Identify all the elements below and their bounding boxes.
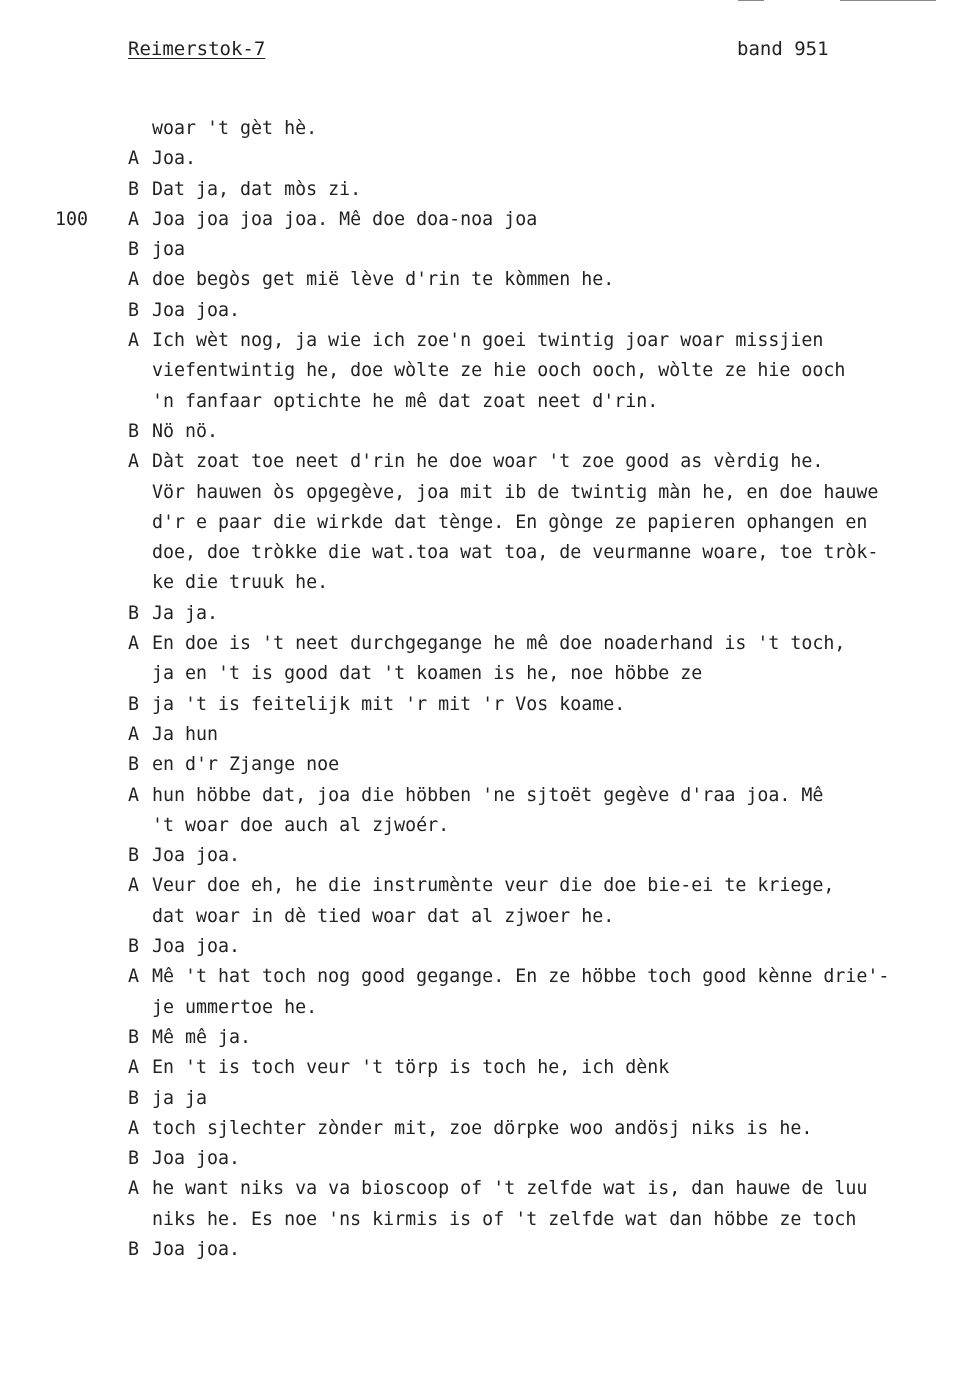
utterance-text: Ja ja. [152,602,219,624]
transcript-line [0,1053,973,1083]
utterance-text: Nö nö. [152,420,219,442]
utterance-text: doe, doe tròkke die wat.toa wat toa, de veurmanne woare, toe tròk- [152,542,879,564]
utterance-text: Mê mê ja. [152,1026,252,1048]
utterance-text: ja ja [152,1087,208,1109]
speaker-label: B [128,1148,140,1170]
utterance-text: Dàt zoat toe neet d'rin he doe woar 't zoe good as vèrdig he. [152,451,824,473]
speaker-label: A [128,1178,140,1200]
speaker-label: A [128,966,140,988]
speaker-label: A [128,784,140,806]
speaker-label: B [128,693,140,715]
utterance-text: dat woar in dè tied woar dat al zjwoer he. [152,905,615,927]
transcript-line [0,356,973,386]
utterance-text: ja 't is feitelijk mit 'r mit 'r Vos koame. [152,693,626,715]
utterance-text: ja en 't is good dat 't koamen is he, noe höbbe ze [152,663,703,685]
transcript-line [0,1023,973,1053]
transcript-line [0,811,973,841]
top-rule-right [840,0,936,1]
utterance-text: Joa. [152,148,197,170]
speaker-label: B [128,1087,140,1109]
utterance-text: niks he. Es noe 'ns kirmis is of 't zelfde wat dan höbbe ze toch [152,1208,857,1230]
utterance-text: he want niks va va bioscoop of 't zelfde wat is, dan hauwe de luu [152,1178,868,1200]
transcript-line [0,962,973,992]
utterance-text: Joa joa joa joa. Mê doe doa-noa joa [152,208,538,230]
transcript-line [0,781,973,811]
utterance-text: en d'r Zjange noe [152,754,340,776]
utterance-text: Veur doe eh, he die instrumènte veur die doe bie-ei te kriege, [152,875,835,897]
transcript-line [0,175,973,205]
transcript-line [0,690,973,720]
transcript-line [0,1144,973,1174]
transcript-line [0,417,973,447]
speaker-label: B [128,420,140,442]
transcript-line [0,871,973,901]
transcript-line [0,478,973,508]
utterance-text: Ich wèt nog, ja wie ich zoe'n goei twintig joar woar missjien [152,330,824,352]
transcript-line [0,508,973,538]
utterance-text: joa [152,239,186,261]
top-rule-left [738,0,764,1]
speaker-label: A [128,1057,140,1079]
utterance-text: 'n fanfaar optichte he mê dat zoat neet d'rin. [152,390,659,412]
utterance-text: Joa joa. [152,1148,241,1170]
speaker-label: A [128,451,140,473]
speaker-label: A [128,208,140,230]
transcript-line [0,1174,973,1204]
transcript-line [0,296,973,326]
transcript-line [0,1084,973,1114]
utterance-text: woar 't gèt hè. [152,118,318,139]
transcript-line [0,326,973,356]
transcript-line [0,387,973,417]
band-number: band 951 [737,38,829,60]
transcript-line [0,720,973,750]
transcript-line [0,841,973,871]
transcript-line [0,235,973,265]
utterance-text: doe begòs get mië lève d'rin te kòmmen he. [152,269,615,291]
speaker-label: A [128,330,140,352]
utterance-text: Vör hauwen òs opgegève, joa mit ib de twintig màn he, en doe hauwe [152,481,879,503]
utterance-text: toch sjlechter zònder mit, zoe dörpke woo andösj niks is he. [152,1117,813,1139]
utterance-text: je ummertoe he. [152,996,318,1018]
speaker-label: A [128,875,140,897]
speaker-label: A [128,723,140,745]
speaker-label: A [128,269,140,291]
transcript-line [0,538,973,568]
line-number: 100 [55,208,89,230]
transcript [0,114,973,1265]
transcript-line [0,568,973,598]
transcript-line [0,1235,973,1265]
speaker-label: B [128,1026,140,1048]
speaker-label: B [128,602,140,624]
utterance-text: Joa joa. [152,936,241,958]
utterance-text: ke die truuk he. [152,572,329,594]
utterance-text: Joa joa. [152,1238,241,1260]
utterance-text: En 't is toch veur 't törp is toch he, ich dènk [152,1057,670,1079]
transcript-line [0,750,973,780]
transcript-line [0,1114,973,1144]
transcript-line [0,447,973,477]
speaker-label: B [128,754,140,776]
transcript-line [0,932,973,962]
transcript-line [0,659,973,689]
transcript-line [0,629,973,659]
transcript-line [0,1205,973,1235]
utterance-text: viefentwintig he, doe wòlte ze hie ooch ooch, wòlte ze hie ooch [152,360,846,382]
speaker-label: B [128,1238,140,1260]
utterance-text: Mê 't hat toch nog good gegange. En ze höbbe toch good kènne drie'- [152,966,890,988]
speaker-label: A [128,148,140,170]
utterance-text: Joa joa. [152,845,241,867]
transcript-line [0,114,973,144]
speaker-label: B [128,178,140,200]
utterance-text: Joa joa. [152,299,241,321]
transcript-line [0,265,973,295]
speaker-label: A [128,633,140,655]
document-title: Reimerstok-7 [128,38,266,60]
utterance-text: Dat ja, dat mòs zi. [152,178,362,200]
utterance-text: Ja hun [152,723,219,745]
utterance-text: 't woar doe auch al zjwoér. [152,814,450,836]
transcript-line [0,205,973,235]
transcript-line [0,599,973,629]
speaker-label: B [128,845,140,867]
transcript-line [0,902,973,932]
utterance-text: En doe is 't neet durchgegange he mê doe noaderhand is 't toch, [152,633,846,655]
speaker-label: B [128,239,140,261]
speaker-label: B [128,936,140,958]
utterance-text: hun höbbe dat, joa die höbben 'ne sjtoët gegève d'raa joa. Mê [152,784,824,806]
transcript-line [0,144,973,174]
utterance-text: d'r e paar die wirkde dat tènge. En gònge ze papieren ophangen en [152,511,868,533]
speaker-label: B [128,299,140,321]
transcript-line [0,993,973,1023]
speaker-label: A [128,1117,140,1139]
